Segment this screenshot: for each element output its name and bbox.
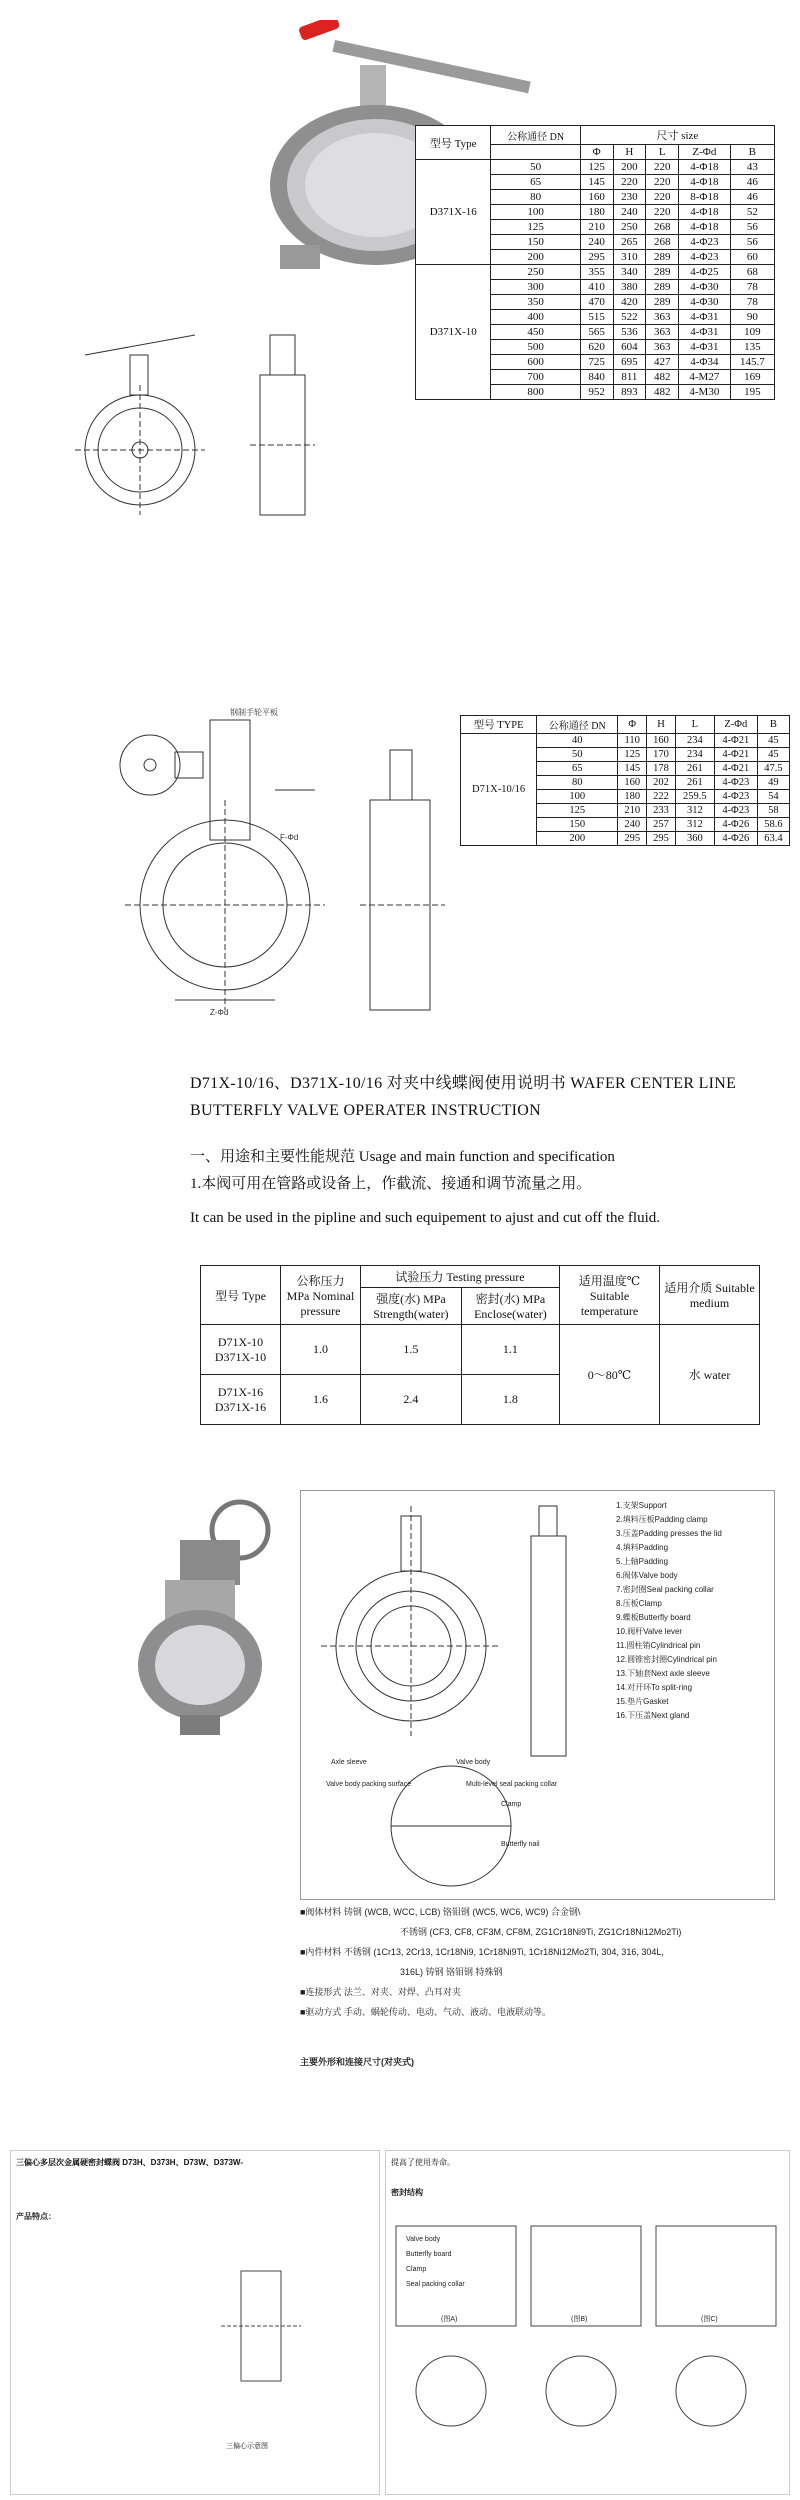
table-cell: 200 [537, 832, 618, 846]
table-cell: 695 [613, 355, 646, 370]
doc2-figures [391, 2221, 786, 2451]
part-item: 11.圆柱销Cylindrical pin [616, 1641, 701, 1650]
table-cell: 482 [646, 370, 679, 385]
table-cell: 363 [646, 340, 679, 355]
part-item: 10.阀杆Valve lever [616, 1627, 683, 1636]
table-cell: 145 [580, 175, 613, 190]
table-cell: 100 [491, 205, 580, 220]
table-cell: 110 [618, 734, 647, 748]
table-cell: 45 [757, 734, 789, 748]
col-size-3: Z-Φd [679, 145, 731, 160]
pressure-table [200, 1265, 760, 1425]
part-item: 14.对开环To split-ring [616, 1683, 693, 1692]
table-cell: 220 [646, 205, 679, 220]
table-cell: 295 [647, 832, 676, 846]
table-cell: 52 [730, 205, 774, 220]
table-cell: 240 [613, 205, 646, 220]
doc2-label-2: Clamp [406, 2266, 427, 2273]
model-cell: D371X-16 [416, 160, 491, 265]
table-cell: 125 [491, 220, 580, 235]
table-cell: 202 [647, 776, 676, 790]
row1-pn: 1.0 [281, 1325, 361, 1375]
parts-list [616, 1499, 776, 1723]
table-cell: 78 [730, 295, 774, 310]
table-cell: 210 [580, 220, 613, 235]
row2-enclose: 1.8 [461, 1375, 559, 1425]
table-cell: 49 [757, 776, 789, 790]
part-item: 9.蝶板Butterfly board [616, 1613, 691, 1622]
table-cell: 427 [646, 355, 679, 370]
table-cell: 600 [491, 355, 580, 370]
table-cell: 234 [675, 748, 714, 762]
table-cell: 80 [491, 190, 580, 205]
materials-line-5: ■连接形式 法兰、对夹、对焊、凸耳对夹 [300, 1987, 461, 1997]
table-cell: 240 [580, 235, 613, 250]
table-cell: 150 [537, 818, 618, 832]
col-model: 型号 TYPE [461, 716, 537, 734]
table-cell: 40 [537, 734, 618, 748]
item-1-cn: 1.本阀可用在管路或设备上，作截流、接通和调节流量之用。 [190, 1176, 592, 1192]
table-cell: 4-Φ18 [679, 175, 731, 190]
doc1-figure [211, 2261, 321, 2411]
model-cell: D371X-10 [416, 265, 491, 400]
table-cell: 4-Φ23 [679, 235, 731, 250]
table-cell: 482 [646, 385, 679, 400]
table-cell: 210 [618, 804, 647, 818]
materials-line-6: ■驱动方式 手动、蜗轮传动、电动、气动、液动、电液联动等。 [300, 2007, 551, 2017]
table-cell: 360 [675, 832, 714, 846]
part-item: 16.下压盖Next gland [616, 1711, 690, 1720]
table-cell: 233 [647, 804, 676, 818]
part-item: 4.填料Padding [616, 1543, 669, 1552]
drawing2-label-c: Z-Φd [210, 1008, 229, 1017]
instruction-title-2: BUTTERFLY VALVE OPERATER INSTRUCTION [190, 1102, 542, 1119]
col-b: B [757, 716, 789, 734]
part-item: 15.垫片Gasket [616, 1697, 669, 1706]
table-cell: 350 [491, 295, 580, 310]
table-cell: 565 [580, 325, 613, 340]
row1-model: D71X-10 D371X-10 [201, 1325, 281, 1375]
dimension-table-d371x [415, 125, 775, 400]
table-cell: 261 [675, 776, 714, 790]
col-dn: 公称通径 DN [537, 716, 618, 734]
col-enclose: 密封(水) MPa Enclose(water) [461, 1288, 559, 1325]
detail-label-d: Multi-level seal packing collar [466, 1781, 558, 1788]
table-cell: 289 [646, 250, 679, 265]
table-cell: 145.7 [730, 355, 774, 370]
detail-label-b: Valve body [456, 1759, 491, 1766]
table-cell: 230 [613, 190, 646, 205]
table-cell: 4-Φ21 [714, 734, 757, 748]
gear-valve-photo [120, 1490, 290, 1740]
col-test: 试验压力 Testing pressure [361, 1266, 560, 1288]
doc-page-2 [385, 2150, 790, 2495]
table-cell: 4-Φ34 [679, 355, 731, 370]
table-cell: 410 [580, 280, 613, 295]
table-cell: 259.5 [675, 790, 714, 804]
materials-line-3: ■内件材料 不锈钢 (1Cr13, 2Cr13, 1Cr18Ni9, 1Cr18Ni9Ti, 1Cr18Ni12Mo2Ti, 304, 316, 304L, [300, 1947, 664, 1957]
table-cell: 220 [646, 190, 679, 205]
table-cell: 178 [647, 762, 676, 776]
table-cell: 58.6 [757, 818, 789, 832]
table-cell: 160 [618, 776, 647, 790]
table-cell: 4-Φ30 [679, 295, 731, 310]
table-cell: 500 [491, 340, 580, 355]
table-cell: 4-Φ26 [714, 818, 757, 832]
table-cell: 8-Φ18 [679, 190, 731, 205]
col-size: 尺寸 size [580, 126, 774, 145]
table-cell: 65 [491, 175, 580, 190]
table-cell: 268 [646, 235, 679, 250]
table-cell: 295 [618, 832, 647, 846]
valve-drawing-2 [115, 690, 485, 1020]
part-item: 13.下轴套Next axle sleeve [616, 1669, 710, 1678]
table-cell: 125 [537, 804, 618, 818]
table-cell: 78 [730, 280, 774, 295]
table-cell: 125 [580, 160, 613, 175]
table-cell: 60 [730, 250, 774, 265]
table-cell: 268 [646, 220, 679, 235]
row2-pn: 1.6 [281, 1375, 361, 1425]
table-cell: 240 [618, 818, 647, 832]
part-item: 6.阀体Valve body [616, 1571, 678, 1580]
col-model: 型号 Type [201, 1266, 281, 1325]
table-cell: 725 [580, 355, 613, 370]
table-cell: 46 [730, 190, 774, 205]
medium-value: 水 water [660, 1325, 760, 1425]
table-cell: 4-Φ23 [714, 804, 757, 818]
table-cell: 811 [613, 370, 646, 385]
table-cell: 68 [730, 265, 774, 280]
main-size-title: 主要外形和连接尺寸(对夹式) [300, 2057, 414, 2067]
doc2-label-1: Butterfly board [406, 2251, 452, 2258]
table-cell: 840 [580, 370, 613, 385]
table-cell: 4-Φ26 [714, 832, 757, 846]
table-cell: 160 [580, 190, 613, 205]
part-item: 1.支架Support [616, 1501, 667, 1510]
table-cell: 261 [675, 762, 714, 776]
materials-line-4: 316L) 铸钢 铬钼钢 特殊钢 [400, 1967, 503, 1977]
table-cell: 170 [647, 748, 676, 762]
table-cell: 145 [618, 762, 647, 776]
table-cell: 4-Φ25 [679, 265, 731, 280]
table-cell: 47.5 [757, 762, 789, 776]
table-cell: 4-Φ18 [679, 160, 731, 175]
table-cell: 522 [613, 310, 646, 325]
table-cell: 4-Φ23 [679, 250, 731, 265]
col-pn: 公称压力 MPa Nominal pressure [281, 1266, 361, 1325]
col-dn-sub [491, 145, 580, 160]
table-cell: 195 [730, 385, 774, 400]
part-item: 2.填料压板Padding clamp [616, 1515, 708, 1524]
col-size-4: B [730, 145, 774, 160]
detail-label-f: Butterfly nail [501, 1841, 540, 1848]
drawing2-label-a: 钢制手轮平板 [230, 708, 278, 717]
table-cell: 200 [613, 160, 646, 175]
valve-drawing-1 [45, 315, 395, 525]
table-cell: 234 [675, 734, 714, 748]
col-size-0: Φ [580, 145, 613, 160]
table-row [461, 734, 790, 748]
table-cell: 4-M27 [679, 370, 731, 385]
row1-strength: 1.5 [361, 1325, 462, 1375]
doc2-fig-a: (图A) [441, 2316, 458, 2323]
col-phi: Φ [618, 716, 647, 734]
table-cell: 135 [730, 340, 774, 355]
table-cell: 125 [618, 748, 647, 762]
table-cell: 4-Φ31 [679, 340, 731, 355]
table-cell: 58 [757, 804, 789, 818]
model-cell: D71X-10/16 [461, 734, 537, 846]
doc2-fig-b: (图B) [571, 2316, 588, 2323]
temp-value: 0～80℃ [560, 1325, 660, 1425]
table-cell: 54 [757, 790, 789, 804]
row1-enclose: 1.1 [461, 1325, 559, 1375]
col-dn: 公称通径 DN [491, 126, 580, 145]
exploded-drawing [301, 1496, 591, 1896]
table-cell: 257 [647, 818, 676, 832]
table-cell: 515 [580, 310, 613, 325]
part-item: 12.圆锥密封圈Cylindrical pin [616, 1655, 717, 1664]
table-cell: 380 [613, 280, 646, 295]
table-cell: 90 [730, 310, 774, 325]
row2-model: D71X-16 D371X-16 [201, 1375, 281, 1425]
product-section-1 [0, 0, 800, 530]
col-l: L [675, 716, 714, 734]
doc1-title: 三偏心多层次金属硬密封蝶阀 D73H、D373H、D73W、D373W- [16, 2158, 243, 2167]
table-cell: 50 [491, 160, 580, 175]
table-cell: 400 [491, 310, 580, 325]
doc1-figure-label: 三偏心示意图 [226, 2443, 268, 2450]
col-size-2: L [646, 145, 679, 160]
table-cell: 289 [646, 280, 679, 295]
table-cell: 295 [580, 250, 613, 265]
doc2-label-0: Valve body [406, 2236, 441, 2243]
table-cell: 289 [646, 265, 679, 280]
table-cell: 800 [491, 385, 580, 400]
doc2-text-head: 提高了使用寿命。 [391, 2158, 455, 2167]
table-cell: 222 [647, 790, 676, 804]
table-cell: 355 [580, 265, 613, 280]
table-cell: 63.4 [757, 832, 789, 846]
part-item: 5.上轴Padding [616, 1557, 669, 1566]
table-cell: 80 [537, 776, 618, 790]
section-1-heading: 一、用途和主要性能规范 Usage and main function and specification [190, 1149, 615, 1165]
table-cell: 169 [730, 370, 774, 385]
table-cell: 4-Φ18 [679, 220, 731, 235]
col-size-1: H [613, 145, 646, 160]
table-cell: 220 [613, 175, 646, 190]
table-cell: 604 [613, 340, 646, 355]
col-zphid: Z-Φd [714, 716, 757, 734]
table-cell: 160 [647, 734, 676, 748]
table-cell: 470 [580, 295, 613, 310]
drawing2-label-b: F-Φd [280, 833, 299, 842]
table-cell: 180 [618, 790, 647, 804]
materials-line-2: 不锈钢 (CF3, CF8, CF3M, CF8M, ZG1Cr18Ni9Ti, ZG1Cr18Ni12Mo2Ti) [400, 1927, 682, 1937]
detail-label-c: Valve body packing surface [326, 1781, 412, 1788]
table-cell: 952 [580, 385, 613, 400]
table-cell: 43 [730, 160, 774, 175]
table-cell: 265 [613, 235, 646, 250]
table-cell: 893 [613, 385, 646, 400]
table-cell: 109 [730, 325, 774, 340]
table-cell: 100 [537, 790, 618, 804]
col-h: H [647, 716, 676, 734]
table-cell: 4-Φ23 [714, 790, 757, 804]
col-medium: 适用介质 Suitable medium [660, 1266, 760, 1325]
item-1-en: It can be used in the pipline and such equipement to ajust and cut off the fluid. [190, 1210, 661, 1226]
table-cell: 312 [675, 818, 714, 832]
table-cell: 250 [613, 220, 646, 235]
table-cell: 620 [580, 340, 613, 355]
table-cell: 4-Φ31 [679, 310, 731, 325]
part-item: 3.压盖Padding presses the lid [616, 1529, 722, 1538]
table-cell: 363 [646, 310, 679, 325]
table-cell: 250 [491, 265, 580, 280]
table-cell: 363 [646, 325, 679, 340]
part-item: 8.压板Clamp [616, 1599, 662, 1608]
table-cell: 4-Φ30 [679, 280, 731, 295]
table-cell: 4-M30 [679, 385, 731, 400]
table-cell: 50 [537, 748, 618, 762]
doc-page-1 [10, 2150, 380, 2495]
table-row [416, 160, 775, 175]
table-cell: 700 [491, 370, 580, 385]
table-cell: 420 [613, 295, 646, 310]
doc2-fig-c: (图C) [701, 2316, 718, 2323]
table-cell: 220 [646, 160, 679, 175]
table-cell: 65 [537, 762, 618, 776]
table-cell: 4-Φ21 [714, 748, 757, 762]
detail-label-a: Axle sleeve [331, 1759, 367, 1766]
col-strength: 强度(水) MPa Strength(water) [361, 1288, 462, 1325]
table-cell: 4-Φ23 [714, 776, 757, 790]
table-cell: 4-Φ21 [714, 762, 757, 776]
table-cell: 150 [491, 235, 580, 250]
table-cell: 46 [730, 175, 774, 190]
table-cell: 340 [613, 265, 646, 280]
table-cell: 4-Φ31 [679, 325, 731, 340]
table-cell: 56 [730, 220, 774, 235]
col-model: 型号 Type [416, 126, 491, 160]
doc2-section: 密封结构 [391, 2188, 423, 2197]
table-cell: 200 [491, 250, 580, 265]
table-cell: 56 [730, 235, 774, 250]
materials-line-1: ■阀体材料 铸钢 (WCB, WCC, LCB) 铬钼钢 (WC5, WC6, WC9) 合金钢\ [300, 1907, 581, 1917]
table-cell: 536 [613, 325, 646, 340]
doc2-label-3: Seal packing collar [406, 2281, 465, 2288]
table-cell: 220 [646, 175, 679, 190]
table-cell: 300 [491, 280, 580, 295]
table-row [416, 265, 775, 280]
table-cell: 450 [491, 325, 580, 340]
detail-label-e: Clamp [501, 1801, 522, 1808]
table-cell: 180 [580, 205, 613, 220]
table-cell: 312 [675, 804, 714, 818]
table-cell: 45 [757, 748, 789, 762]
part-item: 7.密封圈Seal packing collar [616, 1585, 714, 1594]
table-cell: 4-Φ18 [679, 205, 731, 220]
doc1-subtitle: 产品特点： [16, 2212, 56, 2221]
table-cell: 310 [613, 250, 646, 265]
row2-strength: 2.4 [361, 1375, 462, 1425]
exploded-drawing-panel [300, 1490, 775, 1900]
dimension-table-d71x [460, 715, 790, 846]
product-section-2 [115, 690, 800, 1030]
instruction-title-1: D71X-10/16、D371X-10/16 对夹中线蝶阀使用说明书 WAFER CENTER LINE [190, 1075, 737, 1092]
col-temp: 适用温度℃ Suitable temperature [560, 1266, 660, 1325]
table-cell: 289 [646, 295, 679, 310]
